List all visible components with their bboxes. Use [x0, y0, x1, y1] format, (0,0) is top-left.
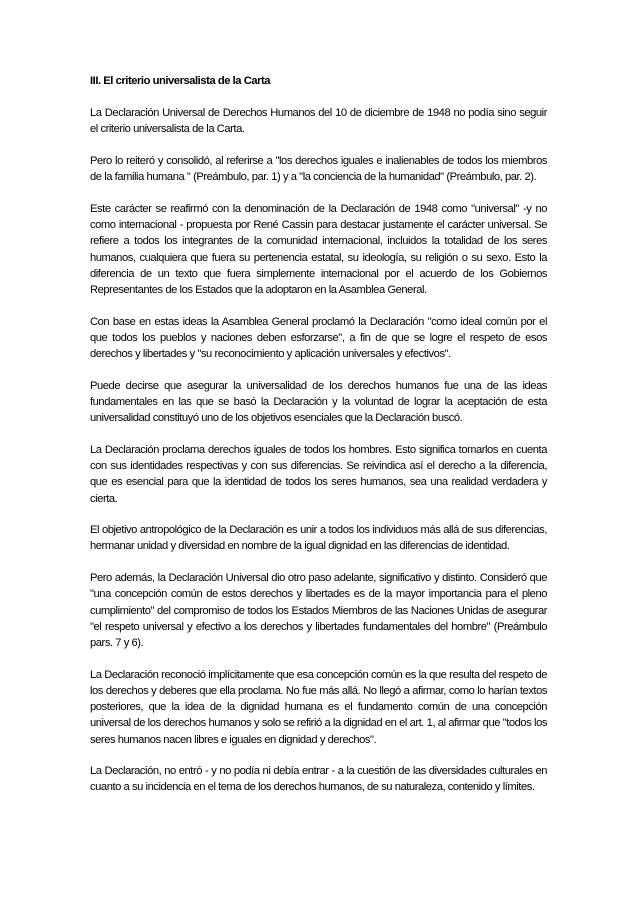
paragraph-8: Pero además, la Declaración Universal dio otro paso adelante, significativo y distinto. Consideró que "una concepción común de estos derechos y libertades es de la mayor importancia para el pleno cumplimiento" del compromiso de todos los Estados Miembros de las Naciones Unidas de asegurar "el respeto universal y efectivo a los derechos y libertades fundamentales del hombre" (Preámbulo pars. 7 y 6).	[90, 572, 547, 649]
paragraph-2: Pero lo reiteró y consolidó, al referirse a "los derechos iguales e inalienables de todos los miembros de la familia humana " (Preámbulo, par. 1) y a "la conciencia de la humanidad" (Preámbulo, par. 2).	[90, 155, 547, 184]
paragraph-10: La Declaración, no entró - y no podía ni debía entrar - a la cuestión de las diversidades culturales en cuanto a su incidencia en el tema de los derechos humanos, de su naturaleza, contenido y límites.	[90, 765, 547, 794]
paragraph-1: La Declaración Universal de Derechos Humanos del 10 de diciembre de 1948 no podía sino seguir el criterio universalista de la Carta.	[90, 107, 547, 136]
paragraph-4: Con base en estas ideas la Asamblea General proclamó la Declaración "como ideal común por el que todos los pueblos y naciones deben esforzarse", a fin de que se logre el respeto de esos derechos y libertades y "su reconocimiento y aplicación universales y efectivos".	[90, 315, 547, 361]
document-page	[90, 73, 547, 811]
paragraph-5: Puede decirse que asegurar la universalidad de los derechos humanos fue una de las ideas fundamentales en las que se basó la Declaración y la voluntad de lograr la aceptación de esta universalidad constituyó uno de los objetivos esenciales que la Declaración buscó.	[90, 379, 547, 425]
paragraph-7: El objetivo antropológico de la Declaración es unir a todos los individuos más allá de sus diferencias, hermanar unidad y diversidad en nombre de la igual dignidad en las diferencias de identidad.	[90, 524, 547, 553]
paragraph-3: Este carácter se reafirmó con la denominación de la Declaración de 1948 como "universal" -y no como internacional - propuesta por René Cassin para destacar justamente el carácter universal. Se refiere a todos los integrantes de la comunidad internacional, incluidos la totalidad de los seres humanos, cualquiera que fuera su pertenencia estatal, su ideología, su religión o su sexo. Esto la diferencia de un texto que fuera simplemente internacional por el acuerdo de los Gobiernos Representantes de los Estados que la adoptaron en la Asamblea General.	[90, 203, 547, 297]
paragraph-6: La Declaración proclama derechos iguales de todos los hombres. Esto significa tomarlos en cuenta con sus identidades respectivas y con sus diferencias. Se reivindica así el derecho a la diferencia, que es esencial para que la identidad de todos los seres humanos, sea una realidad verdadera y cierta.	[90, 443, 547, 505]
section-heading: III. El criterio universalista de la Carta	[90, 75, 271, 87]
paragraph-9: La Declaración reconoció implícitamente que esa concepción común es la que resulta del respeto de los derechos y deberes que ella proclama. No fue más allá. No llegó a afirmar, como lo harían textos posteriores, que la idea de la dignidad humana es el fundamento común de una concepción universal de los derechos humanos y solo se refirió a la dignidad en el art. 1, al afirmar que "todos los seres humanos nacen libres e iguales en dignidad y derechos".	[90, 668, 547, 746]
